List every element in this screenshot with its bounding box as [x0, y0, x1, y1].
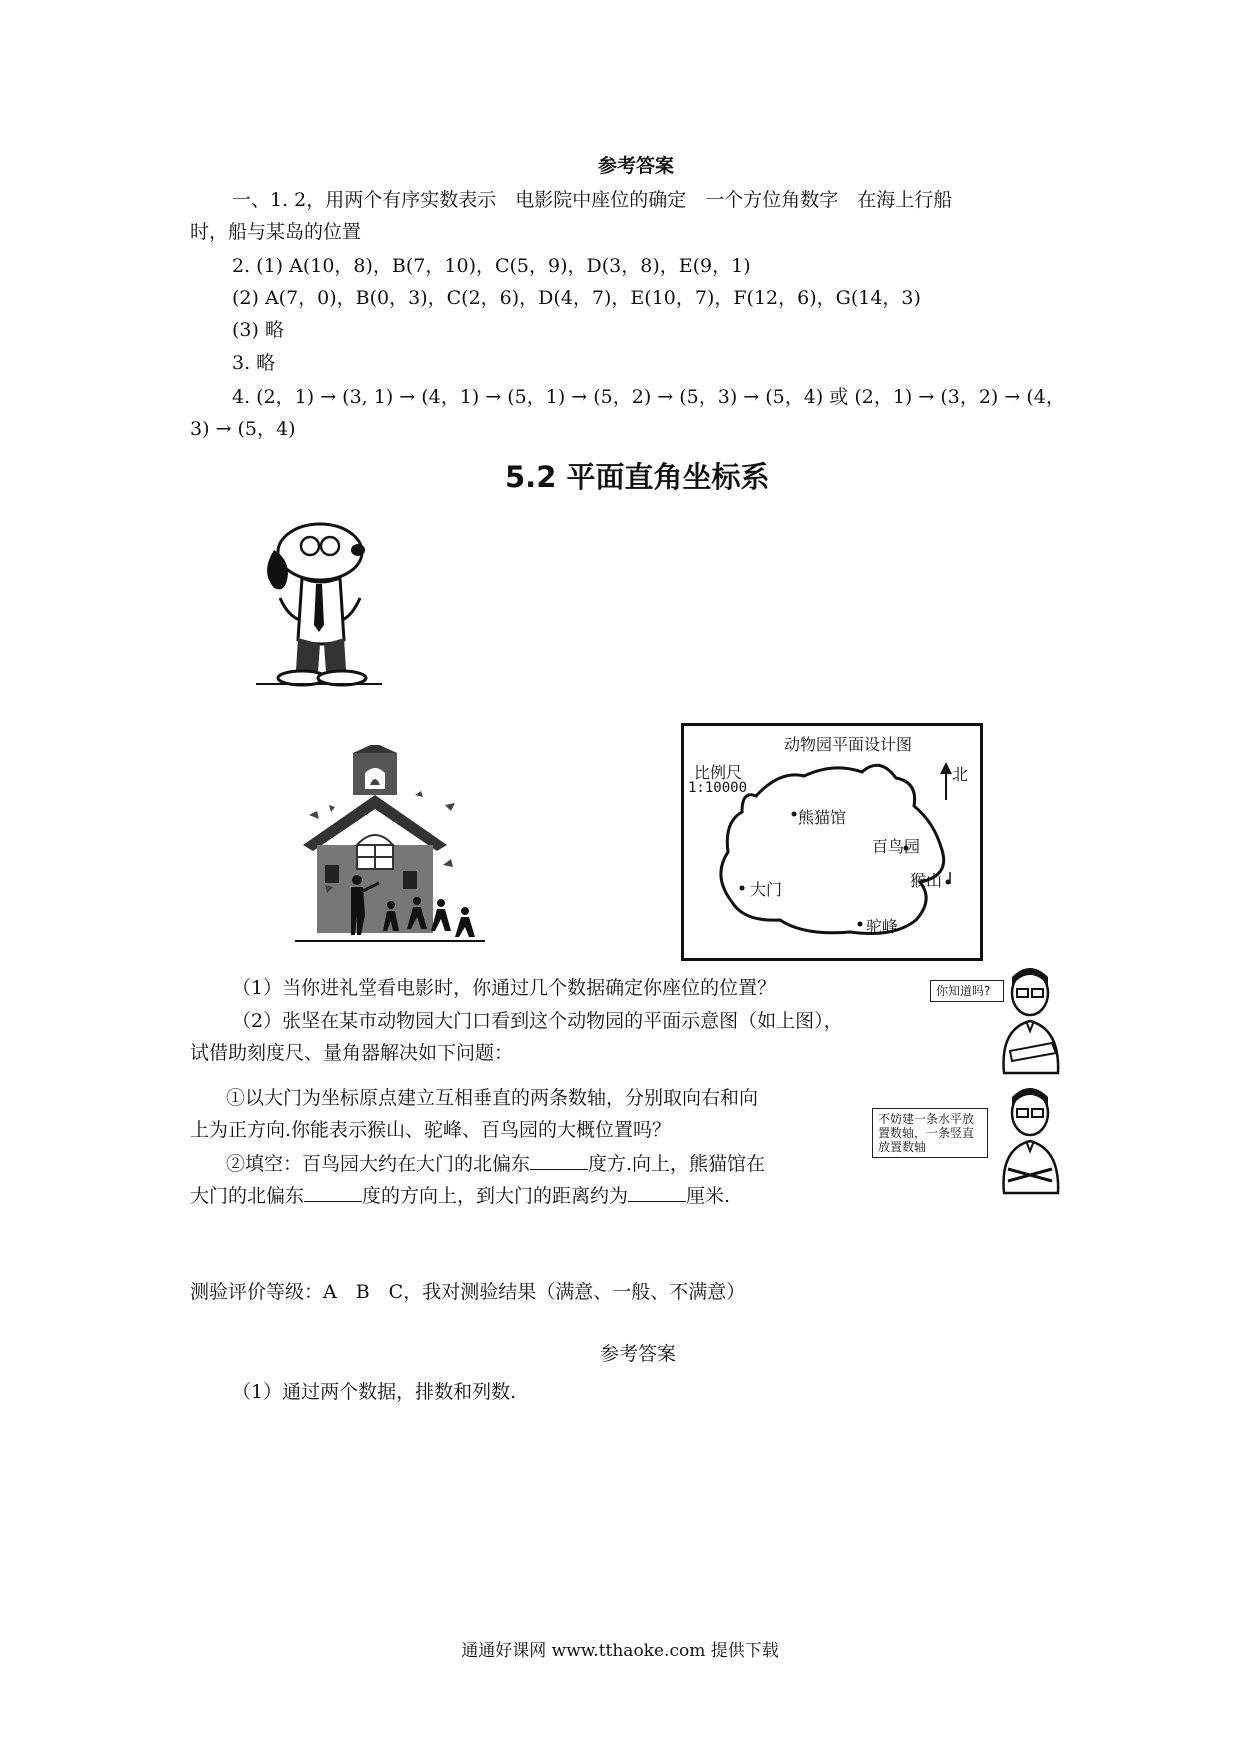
section-title: 5.2 平面直角坐标系	[505, 460, 770, 494]
page-footer: 通通好课网 www.tthaoke.com 提供下载	[461, 1641, 779, 1661]
subquestion-2-text-b: 度方.向上，熊猫馆在	[588, 1153, 766, 1175]
schoolhouse-illustration	[295, 745, 525, 945]
subquestion-2-text-e: 厘米.	[686, 1185, 731, 1207]
question-2-line1: （2）张坚在某市动物园大门口看到这个动物园的平面示意图（如上图），	[232, 1010, 843, 1032]
subquestion-1-line1: ①以大门为坐标原点建立互相垂直的两条数轴，分别取向右和向	[226, 1087, 759, 1109]
answers-bottom-heading: 参考答案	[600, 1343, 677, 1365]
answer-4-line1: 4. (2，1) → (3, 1) → (4，1) → (5，1) → (5，2) → (5，3) → (5，4) 或 (2，1) → (3，2) → (4，	[232, 386, 1065, 408]
subquestion-2-text-c: 大门的北偏东	[190, 1185, 305, 1207]
zoo-map-scale-value: 1:10000	[688, 780, 748, 796]
answer-1-line1: 一、1. 2，用两个有序实数表示 电影院中座位的确定 一个方位角数字 在海上行船	[232, 189, 953, 211]
north-arrow-label: 北	[952, 765, 969, 784]
snoopy-illustration	[252, 520, 387, 690]
bird-garden-label: 百鸟园	[872, 837, 921, 856]
answer-blank[interactable]	[304, 1181, 362, 1202]
answers-heading: 参考答案	[598, 155, 675, 177]
answer-bottom-1: （1）通过两个数据，排数和列数.	[232, 1381, 517, 1403]
answer-1-line2: 时，船与某岛的位置	[190, 221, 362, 243]
subquestion-1-line2: 上为正方向.你能表示猴山、驼峰、百鸟园的大概位置吗？	[190, 1119, 672, 1141]
answer-3: 3. 略	[232, 352, 276, 374]
answer-2-2: (2) A(7，0)，B(0，3)，C(2，6)，D(4，7)，E(10，7)，F(12，6)，G(14，3)	[232, 287, 921, 309]
subquestion-2-text-d: 度的方向上，到大门的距离约为	[362, 1185, 629, 1207]
answer-2-1: 2. (1) A(10，8)，B(7，10)，C(5，9)，D(3，8)，E(9，1)	[232, 255, 751, 277]
answer-blank[interactable]	[628, 1181, 686, 1202]
teacher-figure-bottom	[990, 1085, 1070, 1195]
main-gate-label: 大门	[750, 880, 783, 899]
monkey-hill-label: 猴山	[910, 871, 943, 890]
zoo-map-scale-label: 比例尺	[694, 763, 743, 782]
question-2-line2: 试借助刻度尺、量角器解决如下问题：	[190, 1042, 514, 1064]
speech-bubble-know: 你知道吗?	[930, 980, 1004, 1002]
subquestion-2-text-a: ②填空：百鸟园大约在大门的北偏东	[226, 1153, 531, 1175]
answer-2-3: (3) 略	[232, 319, 284, 341]
subquestion-2-line1	[226, 1148, 765, 1180]
zoo-map-title: 动物园平面设计图	[784, 735, 913, 754]
question-1: （1）当你进礼堂看电影时，你通过几个数据确定你座位的位置？	[232, 977, 777, 999]
camel-peak-label: 驼峰	[866, 917, 899, 936]
answer-blank[interactable]	[530, 1149, 588, 1170]
evaluation-line: 测验评价等级：A B C，我对测验结果（满意、一般、不满意）	[190, 1281, 746, 1303]
panda-house-label: 熊猫馆	[798, 808, 847, 827]
subquestion-2-line2	[190, 1180, 730, 1212]
answer-4-line2: 3) → (5，4)	[190, 418, 296, 440]
speech-bubble-tip: 不妨建一条水平放置数轴，一条竖直放置数轴	[872, 1108, 988, 1158]
